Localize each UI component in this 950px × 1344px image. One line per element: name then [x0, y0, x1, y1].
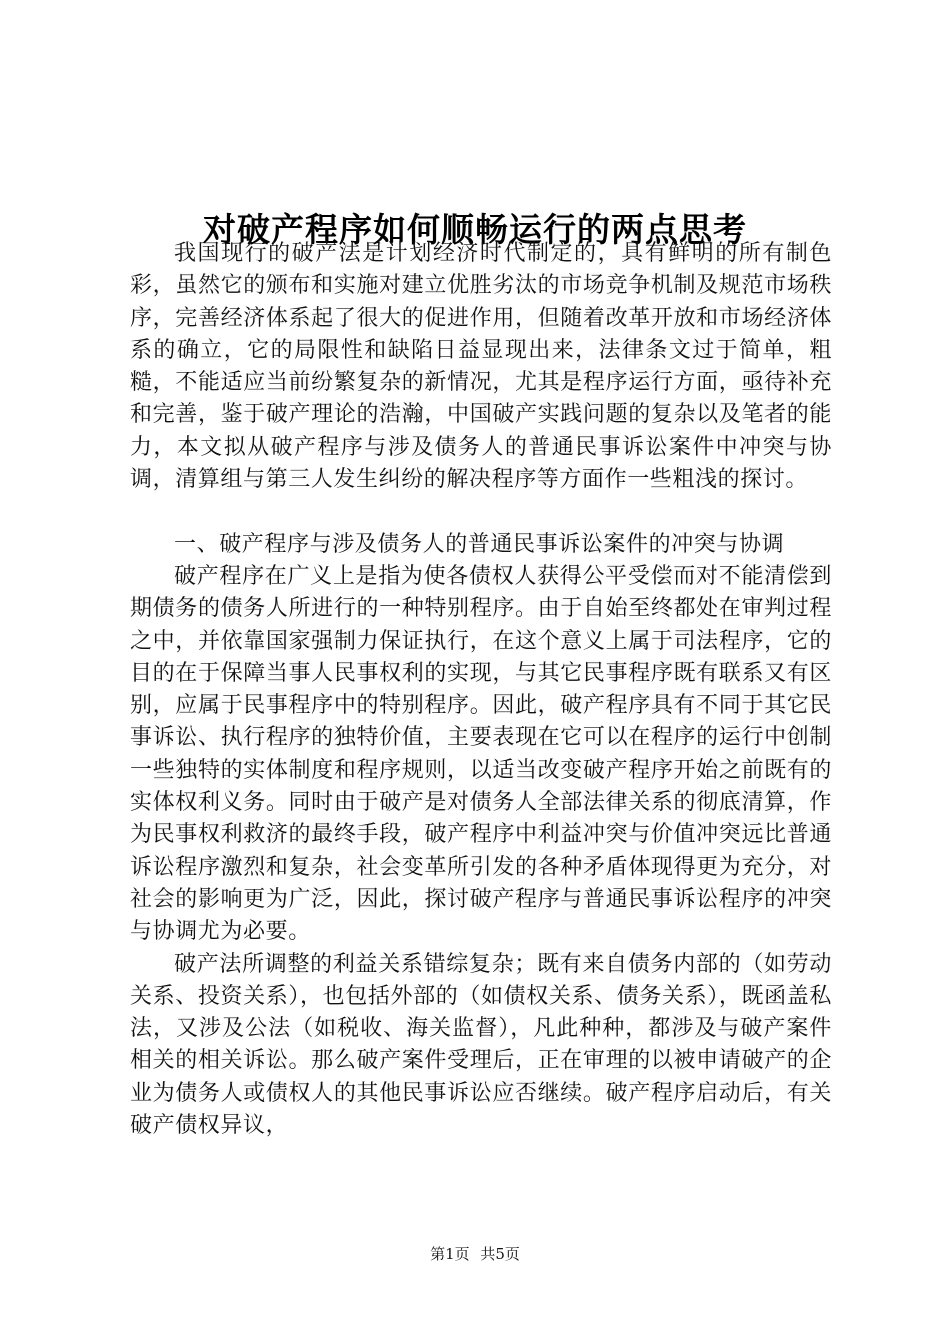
paragraph-intro: 我国现行的破产法是计划经济时代制定的，具有鲜明的所有制色彩，虽然它的颁布和实施对建立优胜劣汰的市场竞争机制及规范市场秩序，完善经济体系起了很大的促进作用，但随着改革开放和市场经济体系的确立，它的局限性和缺陷日益显现出来，法律条文过于简单，粗糙，不能适应当前纷繁复杂的新情况，尤其是程序运行方面，亟待补充和完善，鉴于破产理论的浩瀚，中国破产实践问题的复杂以及笔者的能力，本文拟从破产程序与涉及债务人的普通民事诉讼案件中冲突与协调，清算组与第三人发生纠纷的解决程序等方面作一些粗浅的探讨。 — [130, 241, 832, 493]
page-footer — [0, 1244, 950, 1264]
paragraph-bankruptcy-procedure: 破产程序在广义上是指为使各债权人获得公平受偿而对不能清偿到期债务的债务人所进行的一种特别程序。由于自始至终都处在审判过程之中，并依靠国家强制力保证执行，在这个意义上属于司法程序，它的目的在于保障当事人民事权利的实现，与其它民事程序既有联系又有区别，应属于民事程序中的特别程序。因此，破产程序具有不同于其它民事诉讼、执行程序的独特价值，主要表现在它可以在程序的运行中创制一些独特的实体制度和程序规则，以适当改变破产程序开始之前既有的实体权利义务。同时由于破产是对债务人全部法律关系的彻底清算，作为民事权利救济的最终手段，破产程序中利益冲突与价值冲突远比普通诉讼程序激烈和复杂，社会变革所引发的各种矛盾体现得更为充分，对社会的影响更为广泛，因此，探讨破产程序与普通民事诉讼程序的冲突与协调尤为必要。 — [130, 563, 832, 945]
page-number-current: 第1页 — [430, 1245, 470, 1263]
page-number-total: 共5页 — [480, 1245, 520, 1263]
document-body — [130, 238, 832, 1142]
section-heading-1: 一、破产程序与涉及债务人的普通民事诉讼案件的冲突与协调 — [174, 531, 785, 557]
paragraph-interest-relations: 破产法所调整的利益关系错综复杂；既有来自债务内部的（如劳动关系、投资关系），也包括外部的（如债权关系、债务关系），既函盖私法，又涉及公法（如税收、海关监督），凡此种种，都涉及与破产案件相关的相关诉讼。那么破产案件受理后，正在审理的以被申请破产的企业为债务人或债权人的其他民事诉讼应否继续。破产程序启动后，有关破产债权异议， — [130, 951, 832, 1139]
paragraph-spacer — [130, 496, 832, 528]
document-title: 对破产程序如何顺畅运行的两点思考 — [203, 210, 747, 250]
